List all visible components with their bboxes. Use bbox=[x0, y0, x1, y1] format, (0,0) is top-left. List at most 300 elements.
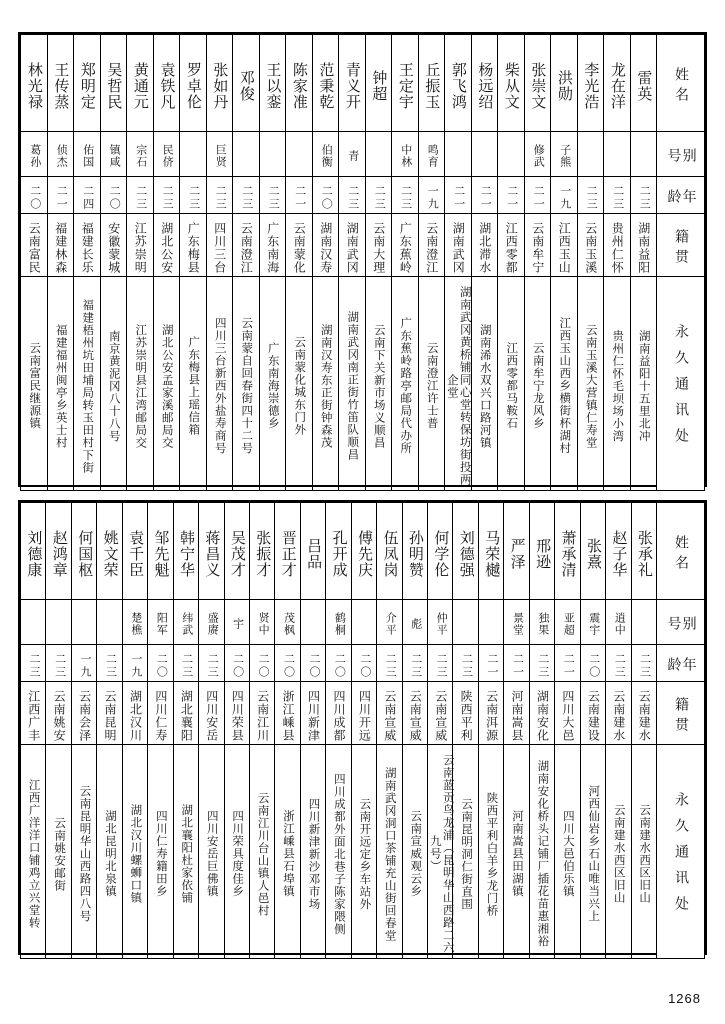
cell-name bbox=[339, 35, 366, 132]
cell-name bbox=[392, 35, 419, 132]
cell-alias bbox=[74, 132, 101, 177]
address-text: 湖北汉川螺蛳口镇 bbox=[129, 804, 142, 904]
cell-name bbox=[97, 503, 122, 600]
cell-age bbox=[577, 177, 604, 214]
origin-text: 云南宣威 bbox=[408, 689, 423, 742]
cell-address bbox=[326, 745, 351, 959]
cell-name bbox=[180, 35, 207, 132]
cell-alias bbox=[300, 600, 325, 645]
cell-origin bbox=[275, 682, 300, 745]
cell-age bbox=[551, 177, 578, 214]
cell-alias bbox=[46, 600, 71, 645]
cell-age bbox=[180, 177, 207, 214]
cell-age bbox=[21, 645, 46, 682]
origin-text: 云南牟宁 bbox=[530, 221, 545, 274]
cell-alias bbox=[580, 600, 605, 645]
cell-address bbox=[47, 277, 74, 491]
address-text: 湖南汉寿东正街钟森茂 bbox=[319, 323, 332, 449]
address-text: 云南建水西区旧山 bbox=[638, 804, 651, 904]
name-text: 袁千臣 bbox=[127, 530, 144, 578]
name-text: 吴茂才 bbox=[228, 530, 245, 578]
cell-age bbox=[122, 645, 147, 682]
cell-age bbox=[471, 177, 498, 214]
cell-address bbox=[606, 745, 631, 959]
age-text: 二一 bbox=[452, 184, 465, 211]
address-text: 云南下关新市场义顺昌 bbox=[372, 323, 385, 449]
cell-address bbox=[365, 277, 392, 491]
cell-age bbox=[47, 177, 74, 214]
address-text: 四川新津新沙邓市场 bbox=[307, 797, 320, 911]
age-text: 二一 bbox=[293, 184, 306, 211]
cell-age bbox=[453, 645, 478, 682]
name-text: 陈家准 bbox=[290, 62, 307, 110]
cell-name bbox=[428, 503, 453, 600]
cell-alias bbox=[606, 600, 631, 645]
cell-alias bbox=[402, 600, 427, 645]
age-text: 二三 bbox=[240, 184, 253, 211]
origin-text: 江西零都 bbox=[504, 221, 519, 274]
origin-text: 云南洱源 bbox=[484, 689, 499, 742]
name-text: 晋正才 bbox=[279, 530, 296, 578]
name-text: 张振才 bbox=[254, 530, 271, 578]
cell-alias bbox=[312, 132, 339, 177]
alias-text: 介平 bbox=[384, 612, 397, 636]
age-text: 二一 bbox=[532, 184, 545, 211]
cell-name bbox=[100, 35, 127, 132]
cell-alias bbox=[392, 132, 419, 177]
address-text: 云南宣威观云乡 bbox=[409, 810, 422, 898]
origin-text: 云南蒙化 bbox=[292, 221, 307, 274]
cell-alias bbox=[577, 132, 604, 177]
age-text: 二三 bbox=[638, 184, 651, 211]
cell-address bbox=[74, 277, 101, 491]
name-text: 吕品 bbox=[305, 538, 322, 570]
origin-text: 云南建水 bbox=[637, 689, 652, 742]
header-label-origin: 籍贯 bbox=[673, 697, 689, 737]
cell-name bbox=[326, 503, 351, 600]
cell-name bbox=[498, 35, 525, 132]
cell-origin bbox=[326, 682, 351, 745]
cell-name bbox=[47, 35, 74, 132]
alias-text: 宗石 bbox=[134, 144, 147, 168]
name-text: 王传蒸 bbox=[52, 62, 69, 110]
age-text: 二三 bbox=[161, 184, 174, 211]
address-text: 湖南武冈黄桥铺同心堂转保坊街投两企堂 bbox=[445, 286, 471, 486]
name-text: 雷英 bbox=[635, 70, 652, 102]
name-text: 青义开 bbox=[343, 62, 360, 110]
name-text: 张崇文 bbox=[529, 62, 546, 110]
cell-name bbox=[580, 503, 605, 600]
cell-name bbox=[127, 35, 154, 132]
age-text: 二三 bbox=[613, 652, 626, 679]
cell-age bbox=[630, 177, 657, 214]
name-text: 邢逊 bbox=[534, 538, 551, 570]
origin-text: 云南宣威 bbox=[433, 689, 448, 742]
name-text: 张如丹 bbox=[211, 62, 228, 110]
age-text: 二三 bbox=[460, 652, 473, 679]
cell-address bbox=[418, 277, 445, 491]
age-text: 二〇 bbox=[307, 652, 320, 679]
alias-text: 巨贤 bbox=[214, 144, 227, 168]
header-cell-alias bbox=[657, 132, 705, 177]
cell-address bbox=[478, 745, 503, 959]
cell-name bbox=[224, 503, 249, 600]
name-text: 钟超 bbox=[370, 70, 387, 102]
age-text: 二三 bbox=[409, 652, 422, 679]
cell-age bbox=[97, 645, 122, 682]
origin-text: 广东梅县 bbox=[186, 221, 201, 274]
origin-text: 湖北公安 bbox=[159, 221, 174, 274]
age-text: 一九 bbox=[558, 184, 571, 211]
cell-alias bbox=[259, 132, 286, 177]
origin-text: 四川荣县 bbox=[230, 689, 245, 742]
header-cell-address bbox=[656, 745, 704, 959]
cell-age bbox=[148, 645, 173, 682]
cell-address bbox=[46, 745, 71, 959]
header-label-alias: 别号 bbox=[665, 148, 696, 168]
address-text: 福建福州闽亭乡英士村 bbox=[54, 323, 67, 449]
name-text: 邓俊 bbox=[237, 70, 254, 102]
cell-age bbox=[286, 177, 313, 214]
cell-origin bbox=[428, 682, 453, 745]
cell-alias bbox=[148, 600, 173, 645]
cell-age bbox=[604, 177, 631, 214]
alias-text: 茂枫 bbox=[282, 612, 295, 636]
cell-alias bbox=[122, 600, 147, 645]
address-text: 河南嵩县田湖镇 bbox=[510, 810, 523, 898]
name-text: 罗卓伦 bbox=[184, 62, 201, 110]
address-text: 湖南益阳十五里北冲 bbox=[637, 329, 650, 443]
origin-text: 四川仁寿 bbox=[153, 689, 168, 742]
origin-text: 云南姚安 bbox=[52, 689, 67, 742]
name-text: 姚文荣 bbox=[101, 530, 118, 578]
cell-address bbox=[71, 745, 96, 959]
cell-name bbox=[286, 35, 313, 132]
cell-origin bbox=[249, 682, 274, 745]
cell-age bbox=[100, 177, 127, 214]
cell-alias bbox=[498, 132, 525, 177]
cell-address bbox=[392, 277, 419, 491]
cell-name bbox=[478, 503, 503, 600]
cell-origin bbox=[604, 214, 631, 277]
origin-text: 云南建设 bbox=[586, 689, 601, 742]
cell-alias bbox=[97, 600, 122, 645]
cell-name bbox=[206, 35, 233, 132]
cell-name bbox=[577, 35, 604, 132]
age-text: 二一 bbox=[486, 652, 499, 679]
cell-address bbox=[630, 277, 657, 491]
origin-text: 湖南武冈 bbox=[345, 221, 360, 274]
cell-age bbox=[580, 645, 605, 682]
name-text: 赵子华 bbox=[610, 530, 627, 578]
age-text: 二三 bbox=[206, 652, 219, 679]
cell-origin bbox=[504, 682, 529, 745]
name-text: 杨远绍 bbox=[476, 62, 493, 110]
cell-name bbox=[21, 35, 48, 132]
cell-address bbox=[312, 277, 339, 491]
header-label-origin: 籍贯 bbox=[673, 229, 689, 269]
age-text: 二三 bbox=[399, 184, 412, 211]
cell-origin bbox=[471, 214, 498, 277]
cell-address bbox=[275, 745, 300, 959]
origin-text: 云南建水 bbox=[611, 689, 626, 742]
name-text: 袁铁凡 bbox=[158, 62, 175, 110]
cell-origin bbox=[21, 214, 48, 277]
age-text: 二三 bbox=[384, 652, 397, 679]
name-text: 孔开成 bbox=[330, 530, 347, 578]
cell-alias bbox=[100, 132, 127, 177]
origin-text: 浙江嵊县 bbox=[281, 689, 296, 742]
cell-address bbox=[471, 277, 498, 491]
origin-text: 湖北襄阳 bbox=[179, 689, 194, 742]
origin-text: 湖南武冈 bbox=[451, 221, 466, 274]
address-text: 湖南武冈洞口茶铺充山街回春堂 bbox=[383, 766, 396, 942]
cell-address bbox=[577, 277, 604, 491]
cell-origin bbox=[47, 214, 74, 277]
age-text: 二〇 bbox=[282, 652, 295, 679]
origin-text: 湖南汉寿 bbox=[318, 221, 333, 274]
name-text: 吴哲民 bbox=[105, 62, 122, 110]
cell-address bbox=[173, 745, 198, 959]
cell-origin bbox=[524, 214, 551, 277]
header-label-name: 姓名 bbox=[673, 535, 689, 575]
cell-origin bbox=[631, 682, 656, 745]
cell-address bbox=[498, 277, 525, 491]
cell-name bbox=[249, 503, 274, 600]
alias-text: 宇 bbox=[231, 618, 244, 630]
cell-address bbox=[551, 277, 578, 491]
cell-name bbox=[351, 503, 376, 600]
cell-name bbox=[122, 503, 147, 600]
alias-text: 侦杰 bbox=[55, 144, 68, 168]
header-cell-origin bbox=[656, 682, 704, 745]
cell-origin bbox=[529, 682, 554, 745]
cell-name bbox=[275, 503, 300, 600]
age-text: 一九 bbox=[129, 652, 142, 679]
cell-alias bbox=[275, 600, 300, 645]
age-text: 二三 bbox=[373, 184, 386, 211]
address-text: 云南昆明华山西路四八号 bbox=[78, 785, 91, 923]
cell-address bbox=[21, 745, 46, 959]
address-text: 四川成都外面北巷子陈家隈侧 bbox=[332, 772, 345, 936]
origin-text: 河南嵩县 bbox=[510, 689, 524, 742]
cell-origin bbox=[453, 682, 478, 745]
age-text: 二四 bbox=[81, 184, 94, 211]
alias-text: 鸣育 bbox=[426, 144, 439, 168]
cell-origin bbox=[153, 214, 180, 277]
name-text: 邹先魁 bbox=[152, 530, 169, 578]
name-text: 郭飞鸿 bbox=[449, 62, 466, 110]
cell-name bbox=[606, 503, 631, 600]
cell-address bbox=[224, 745, 249, 959]
name-text: 严泽 bbox=[508, 538, 525, 570]
cell-alias bbox=[249, 600, 274, 645]
header-label-address: 永久通讯处 bbox=[673, 323, 689, 454]
address-text: 云南牟宁龙风乡 bbox=[531, 342, 544, 430]
address-text: 云南玉溪大营镇仁寿堂 bbox=[584, 323, 597, 449]
cell-age bbox=[233, 177, 260, 214]
age-text: 二三 bbox=[53, 652, 66, 679]
cell-address bbox=[199, 745, 224, 959]
cell-address bbox=[445, 277, 472, 491]
cell-alias bbox=[153, 132, 180, 177]
alias-text: 亚超 bbox=[562, 612, 575, 636]
cell-age bbox=[312, 177, 339, 214]
cell-alias bbox=[630, 132, 657, 177]
cell-alias bbox=[504, 600, 529, 645]
cell-alias bbox=[555, 600, 580, 645]
cell-age bbox=[206, 177, 233, 214]
name-text: 柴从文 bbox=[502, 62, 519, 110]
age-text: 二一 bbox=[511, 652, 524, 679]
alias-text: 震宇 bbox=[587, 612, 600, 636]
cell-age bbox=[300, 645, 325, 682]
cell-age bbox=[606, 645, 631, 682]
name-text: 蒋昌义 bbox=[203, 530, 220, 578]
origin-text: 江西广丰 bbox=[26, 689, 41, 742]
cell-name bbox=[300, 503, 325, 600]
cell-age bbox=[21, 177, 48, 214]
age-text: 二一 bbox=[505, 184, 518, 211]
cell-origin bbox=[97, 682, 122, 745]
cell-address bbox=[122, 745, 147, 959]
origin-text: 云南玉溪 bbox=[583, 221, 598, 274]
cell-origin bbox=[180, 214, 207, 277]
cell-origin bbox=[551, 214, 578, 277]
cell-alias bbox=[180, 132, 207, 177]
cell-name bbox=[504, 503, 529, 600]
name-text: 何学伦 bbox=[432, 530, 449, 578]
address-text: 云南蓝贡鸟龙浦（昆明华山西路二六九号） bbox=[428, 754, 454, 954]
cell-age bbox=[153, 177, 180, 214]
registry-table-bottom bbox=[18, 500, 707, 955]
address-text: 陕西平利白羊乡龙门桥 bbox=[485, 791, 498, 917]
address-text: 湖南武冈南正街竹笛队顺昌 bbox=[346, 311, 359, 461]
name-text: 刘德强 bbox=[457, 530, 474, 578]
cell-alias bbox=[21, 132, 48, 177]
cell-origin bbox=[630, 214, 657, 277]
alias-text: 佑国 bbox=[81, 144, 94, 168]
age-text: 二三 bbox=[611, 184, 624, 211]
cell-name bbox=[555, 503, 580, 600]
cell-address bbox=[504, 745, 529, 959]
cell-age bbox=[259, 177, 286, 214]
address-text: 湖北昆明北泉镇 bbox=[103, 810, 116, 898]
cell-alias bbox=[224, 600, 249, 645]
cell-origin bbox=[577, 214, 604, 277]
cell-name bbox=[71, 503, 96, 600]
cell-alias bbox=[47, 132, 74, 177]
address-text: 贵州仁怀毛坝场小湾 bbox=[611, 329, 624, 443]
origin-text: 四川安岳 bbox=[204, 689, 219, 742]
cell-origin bbox=[148, 682, 173, 745]
cell-name bbox=[630, 35, 657, 132]
origin-text: 四川三台 bbox=[212, 221, 227, 274]
address-text: 湖北襄阳杜家依铺 bbox=[180, 804, 193, 904]
cell-alias bbox=[206, 132, 233, 177]
cell-alias bbox=[199, 600, 224, 645]
age-text: 二一 bbox=[55, 184, 68, 211]
cell-name bbox=[312, 35, 339, 132]
address-text: 四川三台新西外盐寿商号 bbox=[213, 317, 226, 455]
origin-text: 四川开远 bbox=[357, 689, 372, 742]
cell-alias bbox=[604, 132, 631, 177]
cell-origin bbox=[377, 682, 402, 745]
alias-text: 盛赓 bbox=[206, 612, 219, 636]
header-label-alias: 别号 bbox=[665, 616, 696, 636]
address-text: 广东蕉岭路亭邮局代办所 bbox=[399, 317, 412, 455]
header-label-name: 姓名 bbox=[673, 67, 689, 107]
cell-alias bbox=[326, 600, 351, 645]
cell-origin bbox=[206, 214, 233, 277]
address-text: 湖南浠水双兴口路河镇 bbox=[478, 323, 491, 449]
cell-age bbox=[127, 177, 154, 214]
cell-origin bbox=[286, 214, 313, 277]
cell-origin bbox=[100, 214, 127, 277]
cell-origin bbox=[580, 682, 605, 745]
name-text: 龙在洋 bbox=[608, 62, 625, 110]
address-text: 云南江川台山镇人邑村 bbox=[256, 791, 269, 917]
age-text: 二〇 bbox=[320, 184, 333, 211]
address-text: 云南姚安邮街 bbox=[53, 816, 66, 892]
origin-text: 四川成都 bbox=[331, 689, 346, 742]
cell-address bbox=[555, 745, 580, 959]
cell-address bbox=[351, 745, 376, 959]
address-text: 河西仙岩乡石山唯当兴上 bbox=[587, 785, 600, 923]
cell-alias bbox=[478, 600, 503, 645]
cell-name bbox=[377, 503, 402, 600]
name-text: 丘振玉 bbox=[423, 62, 440, 110]
name-text: 孙明赞 bbox=[406, 530, 423, 578]
cell-origin bbox=[312, 214, 339, 277]
header-cell-alias bbox=[656, 600, 704, 645]
address-text: 江西广洋洋口铺鸡立兴堂转 bbox=[27, 779, 40, 929]
origin-text: 云南会泽 bbox=[77, 689, 92, 742]
cell-origin bbox=[122, 682, 147, 745]
cell-age bbox=[351, 645, 376, 682]
cell-name bbox=[153, 35, 180, 132]
cell-name bbox=[453, 503, 478, 600]
origin-text: 云南昆明 bbox=[103, 689, 117, 742]
cell-origin bbox=[199, 682, 224, 745]
cell-alias bbox=[339, 132, 366, 177]
cell-address bbox=[100, 277, 127, 491]
name-text: 黄通元 bbox=[131, 62, 148, 110]
origin-text: 云南江川 bbox=[255, 689, 270, 742]
name-text: 傅先庆 bbox=[356, 530, 372, 578]
origin-text: 湖北滞水 bbox=[477, 221, 492, 274]
address-text: 江西零都马鞍石 bbox=[505, 342, 518, 430]
origin-text: 江西玉山 bbox=[557, 221, 572, 274]
address-text: 浙江嵊县石埠镇 bbox=[282, 810, 295, 898]
address-text: 广东南海崇德乡 bbox=[266, 342, 279, 430]
cell-alias bbox=[71, 600, 96, 645]
address-text: 江苏崇明县江湾邮局交 bbox=[134, 323, 147, 449]
cell-alias bbox=[453, 600, 478, 645]
cell-age bbox=[631, 645, 656, 682]
cell-age bbox=[275, 645, 300, 682]
cell-age bbox=[249, 645, 274, 682]
cell-alias bbox=[233, 132, 260, 177]
origin-text: 云南宣威 bbox=[382, 689, 397, 742]
origin-text: 云南澄江 bbox=[239, 221, 254, 274]
name-text: 张熹 bbox=[584, 538, 601, 570]
cell-address bbox=[631, 745, 656, 959]
cell-name bbox=[604, 35, 631, 132]
alias-text: 彪 bbox=[409, 618, 422, 630]
header-cell-name bbox=[656, 503, 704, 600]
address-text: 云南建水西区旧山 bbox=[612, 804, 625, 904]
